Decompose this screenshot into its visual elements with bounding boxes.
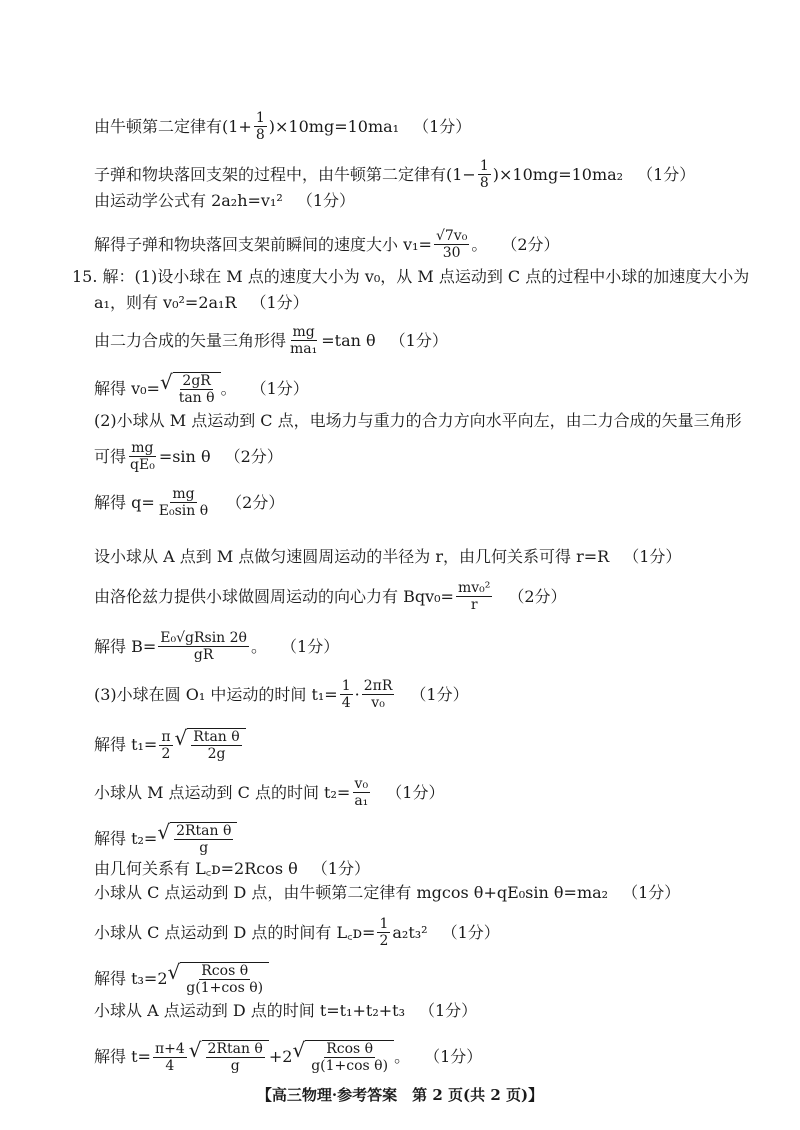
page-footer: 【高三物理·参考答案 第 2 页(共 2 页)】 [256,1086,544,1104]
text: =tan θ [321,330,376,350]
equation-line-14 [94,678,469,711]
score-label: （2分） [224,446,283,466]
equation-line-6 [94,324,448,357]
equation-line-16 [94,776,444,809]
question-15-line-a [72,266,749,288]
score-label: （1分） [424,1047,483,1066]
score-label: （1分） [410,684,469,704]
equation-line-17 [94,822,237,856]
text: 解得 B= [94,636,157,656]
text: 小球从 M 点运动到 C 点的时间 t₂= [94,782,351,802]
equation-line-2 [94,158,695,191]
equation-line-7 [94,372,309,406]
fraction: $\frac{mg}{\text{ma₁}}$ [290,324,318,357]
text: 由牛顿第二定律有(1+ [94,116,252,136]
fraction: $\frac{1}{2}$ [379,916,389,949]
text: 解得 t₂= [94,829,158,848]
score-label: （1分） [637,164,696,184]
text: a₁，则有 v₀²=2a₁R [94,293,237,312]
fraction: $\frac{1}{4}$ [341,678,351,711]
fraction: $\frac{\pi}{2}$ [161,728,171,762]
score-label: （1分） [441,922,500,942]
fraction: $\frac{\text{mv₀²}}{r}$ [457,580,491,613]
text: 小球从 C 点运动到 D 点，由牛顿第二定律有 mgcos θ+qE₀sin θ=ma₂ [94,883,609,902]
score-label: （2分） [226,492,285,512]
text: (2)小球从 M 点运动到 C 点，电场力与重力的合力方向水平向左，由二力合成的矢量三角形 [94,411,742,430]
text: 由二力合成的矢量三角形得 [94,330,287,350]
equation-line-15 [94,728,246,762]
text: 可得 [94,446,127,466]
text: 。 [220,379,237,398]
score-label: （1分） [250,293,309,312]
text: 解得 q= [94,492,155,512]
square-root: √ $\frac{\text{Rtan θ}}{2g}$ [175,728,246,762]
score-label: （1分） [622,883,681,902]
text: · [354,684,360,704]
text: )×10mg=10ma₁ [268,116,400,136]
score-label: （1分） [311,859,370,878]
text: 。 [251,636,268,656]
score-label: （2分） [508,586,567,606]
text: 由洛伦兹力提供小球做圆周运动的向心力有 Bqv₀= [94,586,454,606]
text: 子弹和物块落回支架的过程中，由牛顿第二定律有(1− [94,164,476,184]
square-root: √ $\frac{\text{Rcos θ}}{\text{g(1+cos θ)}}$ [292,1040,394,1074]
square-root: √ $\frac{\text{2Rtan θ}}{g}$ [189,1040,269,1074]
text: 小球从 A 点运动到 D 点的时间 t=t₁+t₂+t₃ [94,1001,405,1020]
score-label: （1分） [281,636,340,656]
equation-line-21 [94,962,269,996]
text: 解得 t₃=2 [94,969,168,988]
text: 小球从 C 点运动到 D 点的时间有 L꜀ᴅ= [94,922,376,942]
equation-line-19 [94,882,680,904]
text: 解得 v₀= [94,379,160,398]
square-root: √ $\frac{\text{Rcos θ}}{\text{g(1+cos θ)}}$ [168,962,270,996]
equation-line-22 [94,1000,477,1022]
score-label: （1分） [413,116,472,136]
equation-line-23 [94,1040,482,1074]
equation-line-10 [94,486,284,519]
score-label: （1分） [623,547,682,566]
fraction: $\frac{1}{8}$ [255,110,265,143]
text: 设小球从 A 点到 M 点做匀速圆周运动的半径为 r，由几何关系可得 r=R [94,547,610,566]
fraction: $\frac{\text{√7v₀}}{30}$ [435,228,468,261]
fraction: $\frac{\text{E₀√gRsin 2θ}}{gR}$ [160,630,247,663]
equation-line-8 [94,410,742,432]
equation-line-12 [94,580,567,613]
fraction: $\frac{mg}{\text{qE₀}}$ [130,440,155,473]
text: )×10mg=10ma₂ [492,164,624,184]
text: 。 [394,1047,411,1066]
text: 15. 解：(1)设小球在 M 点的速度大小为 v₀，从 M 点运动到 C 点的过程中小球的加速度大小为 [72,267,750,286]
score-label: （1分） [389,330,448,350]
text: 由几何关系有 L꜀ᴅ=2Rcos θ [94,859,298,878]
fraction: $\frac{\pi+4}{4}$ [154,1040,185,1074]
score-label: （1分） [250,379,309,398]
text: (3)小球在圆 O₁ 中运动的时间 t₁= [94,684,338,704]
text: 。 [471,234,488,254]
equation-line-3 [94,190,355,212]
text: 解得 t₁= [94,735,158,754]
text: 解得 t= [94,1047,151,1066]
score-label: （1分） [419,1001,478,1020]
text: +2 [268,1047,293,1066]
equation-line-1 [94,110,471,143]
fraction: $\frac{1}{8}$ [479,158,489,191]
equation-line-13 [94,630,339,663]
text: a₂t₃² [392,922,428,942]
score-label: （2分） [501,234,560,254]
text: 解得子弹和物块落回支架前瞬间的速度大小 v₁= [94,234,432,254]
equation-line-4 [94,228,560,261]
question-15-line-b [94,292,309,314]
equation-line-9 [94,440,283,473]
fraction: $\frac{mg}{\text{E₀sin θ}}$ [158,486,209,519]
square-root: √ $\frac{\text{2Rtan θ}}{g}$ [157,822,237,856]
equation-line-18 [94,858,370,880]
square-root: √ $\frac{2gR}{\text{tan θ}}$ [160,372,221,406]
fraction: $\frac{\text{v₀}}{\text{a₁}}$ [354,776,369,809]
score-label: （1分） [296,191,355,210]
fraction: $\frac{2\pi R}{\text{v₀}}$ [363,678,393,711]
equation-line-11 [94,546,681,568]
equation-line-20 [94,916,500,949]
text: =sin θ [158,446,211,466]
text: 由运动学公式有 2a₂h=v₁² [94,191,283,210]
score-label: （1分） [386,782,445,802]
